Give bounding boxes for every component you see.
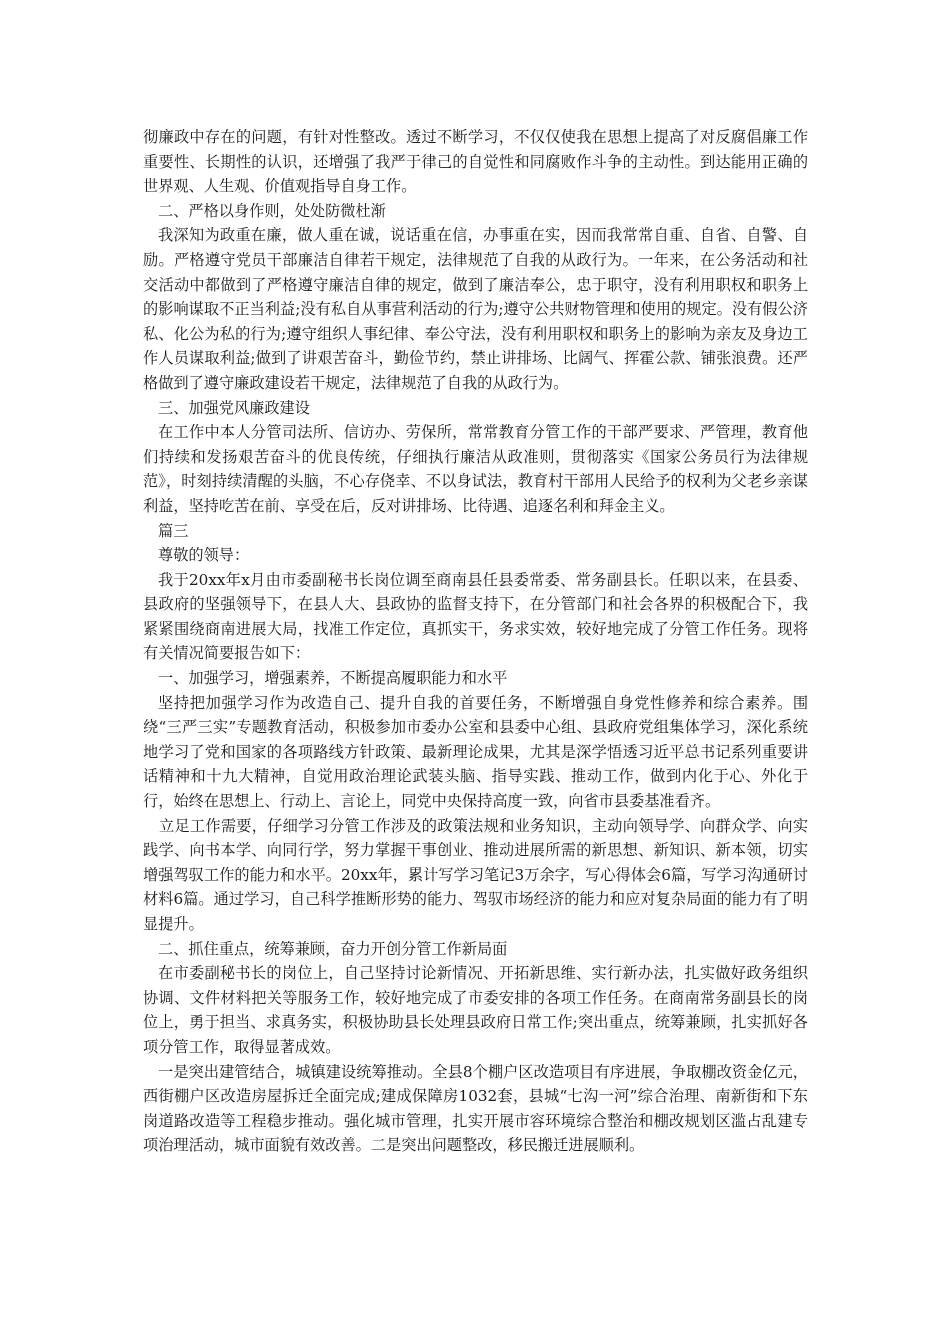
section-heading: 二、严格以身作则，处处防微杜渐: [158, 201, 386, 220]
paragraph: 在市委副秘书长的岗位上，自己坚持讨论新情况、开拓新思维、实行新办法，扎实做好政务组织协调、文件材料把关等服务工作，较好地完成了市委安排的各项工作任务。在商南常务副县长的岗位上，勇于担当、求真务实，积极协助县长处理县政府日常工作;突出重点，统筹兼顾，扎实抓好各项分管工作，取得显著成效。: [143, 964, 808, 1056]
paragraph: 我深知为政重在廉，做人重在诚，说话重在信，办事重在实，因而我常常自重、自省、自警、自励。严格遵守党员干部廉洁自律若干规定，法律规范了自我的从政行为。一年来，在公务活动和社交活动中都做到了严格遵守廉洁自律的规定，做到了廉洁奉公，忠于职守，没有利用职权和职务上的影响谋取不正当利益;没有私自从事营利活动的行为;遵守公共财物管理和使用的规定。没有假公济私、化公为私的行为;遵守组织人事纪律、奉公守法，没有利用职权和职务上的影响为亲友及身边工作人员谋取利益;做到了讲艰苦奋斗，勤俭节约，禁止讲排场、比阔气、挥霍公款、铺张浪费。还严格做到了遵守廉政建设若干规定，法律规范了自我的从政行为。: [143, 226, 808, 392]
document-body: [143, 125, 808, 1158]
paragraph: 一是突出建管结合，城镇建设统筹推动。全县8个棚户区改造项目有序进展，争取棚改资金亿元，西街棚户区改造房屋拆迁全面完成;建成保障房1032套，县城“七沟一河”综合治理、南新街和下东岗道路改造等工程稳步推动。强化城市管理，扎实开展市容环境综合整治和棚改规划区滥占乱建专项治理活动，城市面貌有效改善。二是突出问题整改，移民搬迁进展顺利。: [143, 1062, 808, 1155]
paragraph: 在工作中本人分管司法所、信访办、劳保所，常常教育分管工作的干部严要求、严管理，教育他们持续和发扬艰苦奋斗的优良传统，仔细执行廉洁从政准则，贯彻落实《国家公务员行为法律规范》，时刻持续清醒的头脑，不心存侥幸、不以身试法，教育村干部用人民给予的权利为父老乡亲谋利益，坚持吃苦在前、享受在后，反对讲排场、比待遇、追逐名利和拜金主义。: [143, 423, 808, 515]
salutation: 尊敬的领导：: [158, 546, 250, 565]
section-heading: 二、抓住重点，统筹兼顾，奋力开创分管工作新局面: [158, 939, 508, 958]
paragraph: 立足工作需要，仔细学习分管工作涉及的政策法规和业务知识，主动向领导学、向群众学、向实践学、向书本学、向同行学，努力掌握干事创业、推动进展所需的新思想、新知识、新本领，切实增强驾驭工作的能力和水平。20xx年，累计写学习笔记3万余字，写心得体会6篇，写学习沟通研讨材料6篇。通过学习，自己科学推断形势的能力、驾驭市场经济的能力和应对复杂局面的能力有了明显提升。: [143, 816, 808, 933]
section-heading: 三、加强党风廉政建设: [158, 398, 310, 417]
paragraph: 坚持把加强学习作为改造自己、提升自我的首要任务，不断增强自身党性修养和综合素养。围绕“三严三实”专题教育活动，积极参加市委办公室和县委中心组、县政府党组集体学习，深化系统地学习了党和国家的各项路线方针政策、最新理论成果，尤其是深学悟透习近平总书记系列重要讲话精神和十九大精神，自觉用政治理论武装头脑、指导实践、推动工作，做到内化于心、外化于行，始终在思想上、行动上、言论上，同党中央保持高度一致，向省市县委基准看齐。: [143, 693, 808, 811]
paragraph: 我于20xx年x月由市委副秘书长岗位调至商南县任县委常委、常务副县长。任职以来，在县委、县政府的坚强领导下，在县人大、县政协的监督支持下，在分管部门和社会各界的积极配合下，我紧紧围绕商南进展大局，找准工作定位，真抓实干，务求实效，较好地完成了分管工作任务。现将有关情况简要报告如下：: [143, 570, 808, 663]
section-heading: 一、加强学习，增强素养，不断提高履职能力和水平: [158, 669, 508, 688]
chapter-title: 篇三: [158, 521, 189, 540]
paragraph: 彻廉政中存在的问题，有针对性整改。透过不断学习，不仅仅使我在思想上提高了对反腐倡廉工作重要性、长期性的认识，还增强了我严于律己的自觉性和同腐败作斗争的主动性。到达能用正确的世界观、人生观、价值观指导自身工作。: [143, 128, 808, 196]
